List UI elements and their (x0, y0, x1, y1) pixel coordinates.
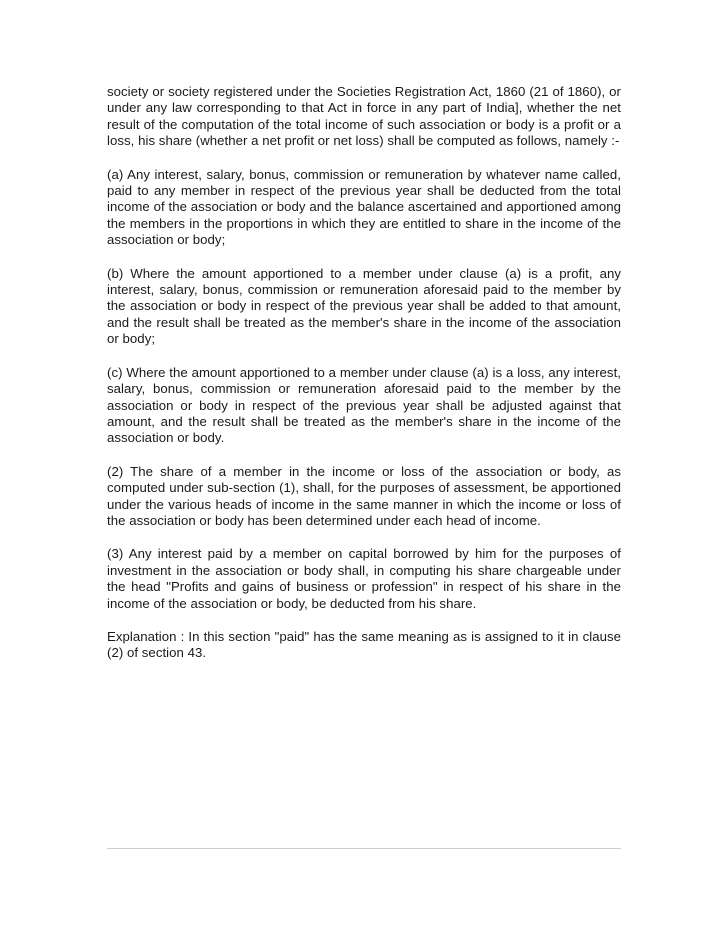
footer-divider (107, 848, 621, 849)
paragraph-clause-b: (b) Where the amount apportioned to a member under clause (a) is a profit, any interest, salary, bonus, commission or remuneration aforesaid paid to the member by the association or body in respect of the previous year shall be added to that amount, and the result shall be treated as the member's share in the income of the association or body; (107, 265, 621, 347)
paragraph-subsection-3: (3) Any interest paid by a member on capital borrowed by him for the purposes of investment in the association or body shall, in computing his share chargeable under the head "Profits and gains of business or profession" in respect of his share in the income of the association or body, be deducted from his share. (107, 546, 621, 611)
paragraph-clause-c: (c) Where the amount apportioned to a member under clause (a) is a loss, any interest, salary, bonus, commission or remuneration aforesaid paid to the member by the association or body in respect of the previous year shall be adjusted against that amount, and the result shall be treated as the member's share in the income of the association or body. (107, 364, 621, 446)
paragraph-intro: society or society registered under the Societies Registration Act, 1860 (21 of 1860), or under any law corresponding to that Act in force in any part of India], whether the net result of the computation of the total income of such association or body is a profit or a loss, his share (whether a net profit or net loss) shall be computed as follows, namely :- (107, 84, 621, 149)
paragraph-subsection-2: (2) The share of a member in the income or loss of the association or body, as computed under sub-section (1), shall, for the purposes of assessment, be apportioned under the various heads of income in the same manner in which the income or loss of the association or body has been determined under each head of income. (107, 463, 621, 528)
document-page (107, 84, 621, 679)
paragraph-explanation: Explanation : In this section "paid" has the same meaning as is assigned to it in clause (2) of section 43. (107, 628, 621, 661)
paragraph-clause-a: (a) Any interest, salary, bonus, commission or remuneration by whatever name called, paid to any member in respect of the previous year shall be deducted from the total income of the association or body and the balance ascertained and apportioned among the members in the proportions in which they are entitled to share in the income of the association or body; (107, 166, 621, 248)
